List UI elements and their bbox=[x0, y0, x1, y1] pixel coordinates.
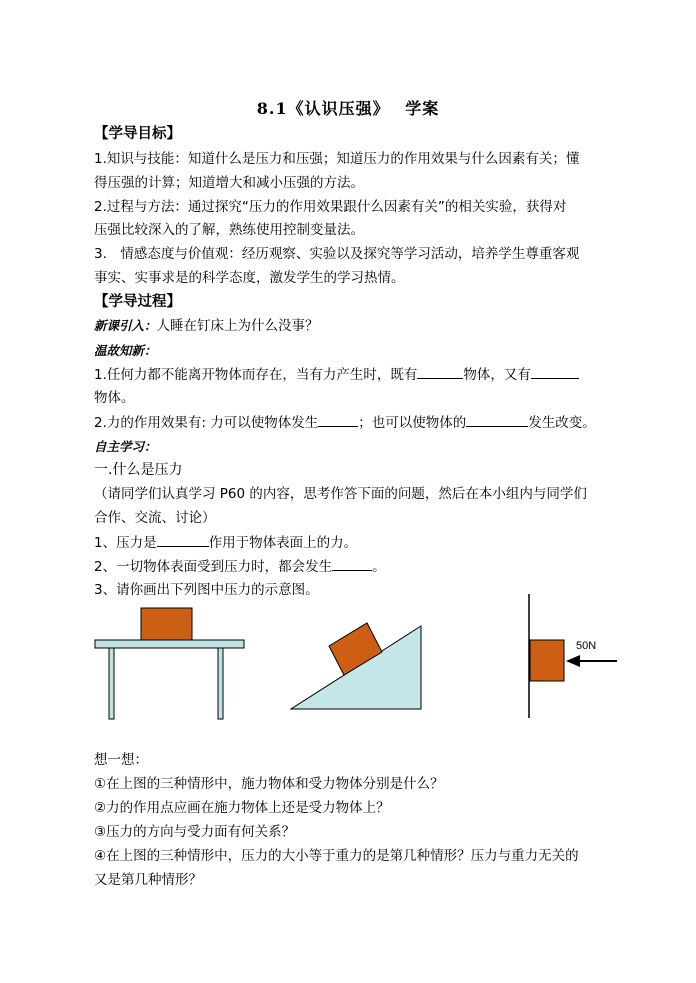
intro-label: 新课引入： bbox=[94, 318, 157, 333]
force-arrow-head bbox=[566, 655, 580, 667]
answer-blank-4[interactable] bbox=[466, 412, 528, 427]
figure-table bbox=[90, 600, 250, 724]
intro-text: 人睡在钉床上为什么没事？ bbox=[156, 318, 319, 334]
question-2-text-b: 。 bbox=[372, 559, 386, 575]
question-2 bbox=[94, 556, 386, 577]
table-leg-left bbox=[109, 648, 114, 719]
question-2-text-a: 2、一切物体表面受到压力时，都会发生 bbox=[94, 559, 333, 575]
review-2-line bbox=[94, 412, 596, 433]
goal-2-line-a: 2.过程与方法：通过探究“压力的作用效果跟什么因素有关”的相关实验，获得对 bbox=[94, 199, 567, 215]
question-1 bbox=[94, 532, 357, 553]
review-1-line-a bbox=[94, 364, 579, 385]
answer-blank-1[interactable] bbox=[417, 364, 463, 379]
block-on-table bbox=[141, 608, 192, 640]
goal-1-line-a: 1.知识与技能：知道什么是压力和压强；知道压力的作用效果与什么因素有关；懂 bbox=[94, 151, 580, 167]
goal-3-line-a: 3. 情感态度与价值观：经历观察、实验以及探究等学习活动，培养学生尊重客观 bbox=[94, 246, 580, 262]
think-question-3: ③压力的方向与受力面有何关系？ bbox=[94, 824, 296, 840]
goal-1-line-b: 得压强的计算；知道增大和减小压强的方法。 bbox=[94, 175, 364, 191]
question-1-text-a: 1、压力是 bbox=[94, 535, 157, 551]
force-label: 50N bbox=[576, 640, 597, 652]
goals-heading: 【学导目标】 bbox=[94, 126, 181, 142]
figure-wall bbox=[520, 592, 624, 722]
answer-blank-2[interactable] bbox=[531, 364, 579, 379]
goal-2-line-b: 压强比较深入的了解，熟练使用控制变量法。 bbox=[94, 222, 364, 238]
review-label: 温故知新： bbox=[94, 343, 157, 358]
instruction-line-a: （请同学们认真学习 P60 的内容，思考作答下面的问题，然后在本小组内与同学们 bbox=[94, 486, 587, 502]
table-leg-right bbox=[218, 648, 223, 719]
review-1-line-b: 物体。 bbox=[94, 390, 135, 406]
table-top bbox=[95, 640, 244, 648]
process-heading: 【学导过程】 bbox=[94, 294, 181, 310]
section-1-title: 一.什么是压力 bbox=[94, 462, 183, 478]
answer-blank-6[interactable] bbox=[332, 556, 372, 571]
question-1-text-b: 作用于物体表面上的力。 bbox=[208, 535, 358, 551]
page-title: 8.1《认识压强》 学案 bbox=[256, 99, 440, 118]
goal-3-line-b: 事实、实事求是的科学态度，激发学生的学习热情。 bbox=[94, 270, 405, 286]
intro-line bbox=[94, 316, 319, 336]
think-question-1: ①在上图的三种情形中，施力物体和受力物体分别是什么？ bbox=[94, 776, 444, 792]
review-1-text-b: 物体，又有 bbox=[463, 367, 531, 383]
instruction-line-b: 合作、交流、讨论） bbox=[94, 510, 216, 526]
block-on-wall bbox=[530, 640, 564, 681]
review-2-text-c: 发生改变。 bbox=[528, 415, 596, 431]
answer-blank-5[interactable] bbox=[157, 532, 209, 547]
self-study-label: 自主学习： bbox=[94, 439, 157, 454]
question-3: 3、请你画出下列图中压力的示意图。 bbox=[94, 582, 319, 598]
think-question-4-line-b: 又是第几种情形？ bbox=[94, 872, 202, 888]
review-2-text-a: 2.力的作用效果有: 力可以使物体发生 bbox=[94, 415, 319, 431]
review-1-text-a: 1.任何力都不能离开物体而存在，当有力产生时，既有 bbox=[94, 367, 418, 383]
think-question-4-line-a: ④在上图的三种情形中，压力的大小等于重力的是第几种情形？压力与重力无关的 bbox=[94, 848, 579, 864]
think-question-2: ②力的作用点应画在施力物体上还是受力物体上？ bbox=[94, 800, 390, 816]
review-2-text-b: ；也可以使物体的 bbox=[358, 415, 467, 431]
answer-blank-3[interactable] bbox=[318, 412, 358, 427]
figure-incline bbox=[290, 596, 430, 714]
think-heading: 想一想： bbox=[94, 752, 148, 768]
